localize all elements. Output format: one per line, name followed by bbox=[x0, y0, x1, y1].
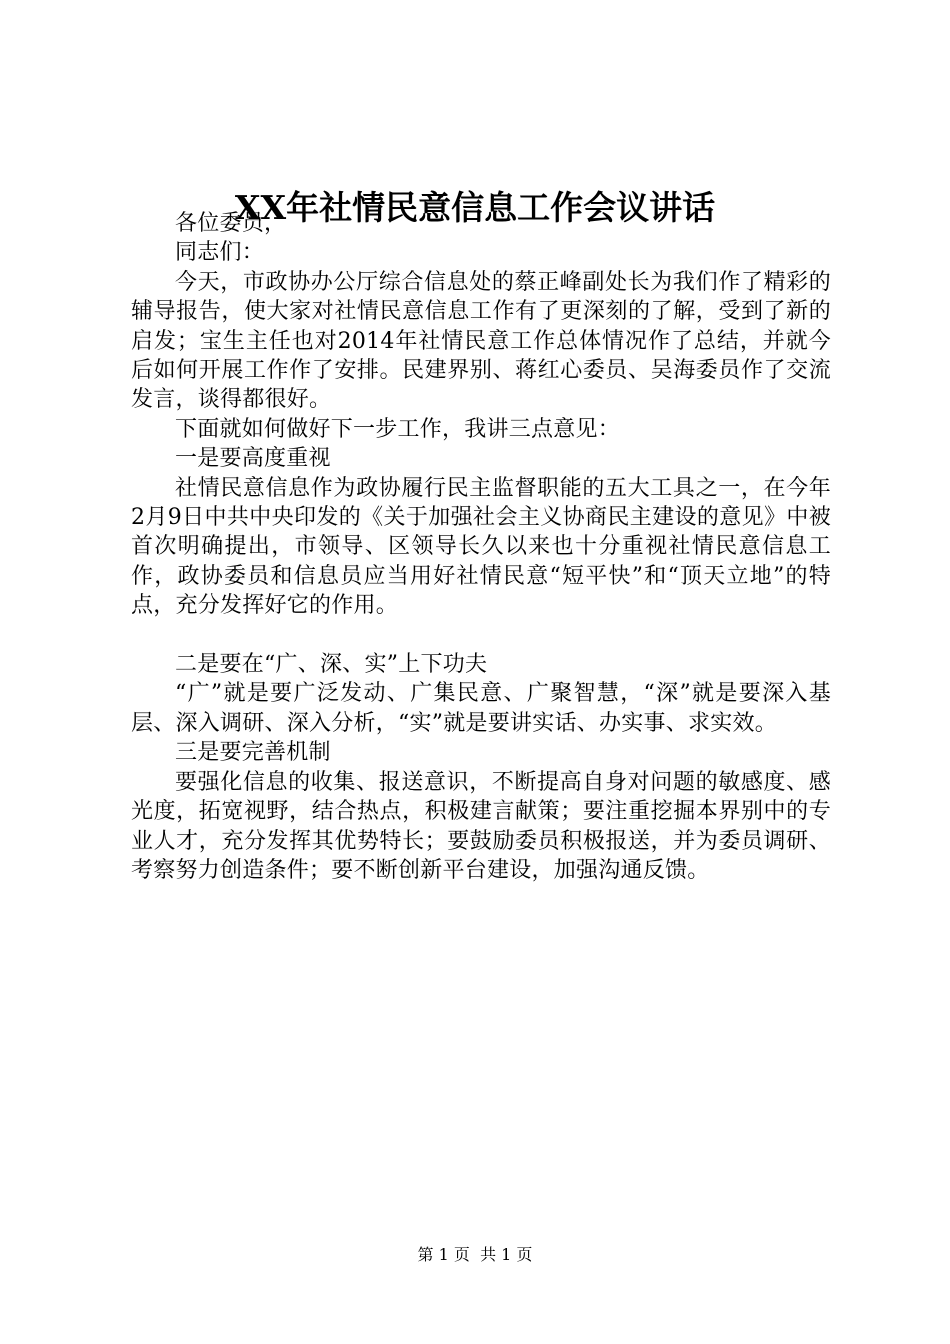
paragraph-point-one: 社情民意信息作为政协履行民主监督职能的五大工具之一，在今年2月9日中共中央印发的《关于加强社会主义协商民主建设的意见》中被首次明确提出，市领导、区领导长久以来也十分重视社情民意信息工作，政协委员和信息员应当用好社情民意“短平快”和“顶天立地”的特点，充分发挥好它的作用。 bbox=[131, 475, 831, 619]
salutation-comrades: 同志们： bbox=[175, 240, 265, 266]
salutation-committee-members: 各位委员， bbox=[175, 211, 287, 236]
heading-point-two: 二是要在“广、深、实”上下功夫 bbox=[175, 652, 488, 678]
heading-point-one: 一是要高度重视 bbox=[175, 446, 331, 472]
heading-point-three: 三是要完善机制 bbox=[175, 740, 331, 766]
paragraph-point-two: “广”就是要广泛发动、广集民意、广聚智慧，“深”就是要深入基层、深入调研、深入分析，“实”就是要讲实话、办实事、求实效。 bbox=[131, 681, 831, 736]
page-number-footer: 第 1 页 共 1 页 bbox=[417, 1245, 533, 1264]
document-title: XX年社情民意信息工作会议讲话 bbox=[234, 188, 716, 227]
paragraph-opening: 今天，市政协办公厅综合信息处的蔡正峰副处长为我们作了精彩的辅导报告，使大家对社情民意信息工作有了更深刻的了解，受到了新的启发；宝生主任也对2014年社情民意工作总体情况作了总结，并就今后如何开展工作作了安排。民建界别、蒋红心委员、吴海委员作了交流发言，谈得都很好。 bbox=[131, 269, 831, 413]
document-body bbox=[131, 209, 831, 885]
paragraph-point-three: 要强化信息的收集、报送意识，不断提高自身对问题的敏感度、感光度，拓宽视野，结合热点，积极建言献策；要注重挖掘本界别中的专业人才，充分发挥其优势特长；要鼓励委员积极报送，并为委员调研、考察努力创造条件；要不断创新平台建设，加强沟通反馈。 bbox=[131, 769, 831, 883]
paragraph-intro-three-points: 下面就如何做好下一步工作，我讲三点意见： bbox=[175, 416, 621, 442]
